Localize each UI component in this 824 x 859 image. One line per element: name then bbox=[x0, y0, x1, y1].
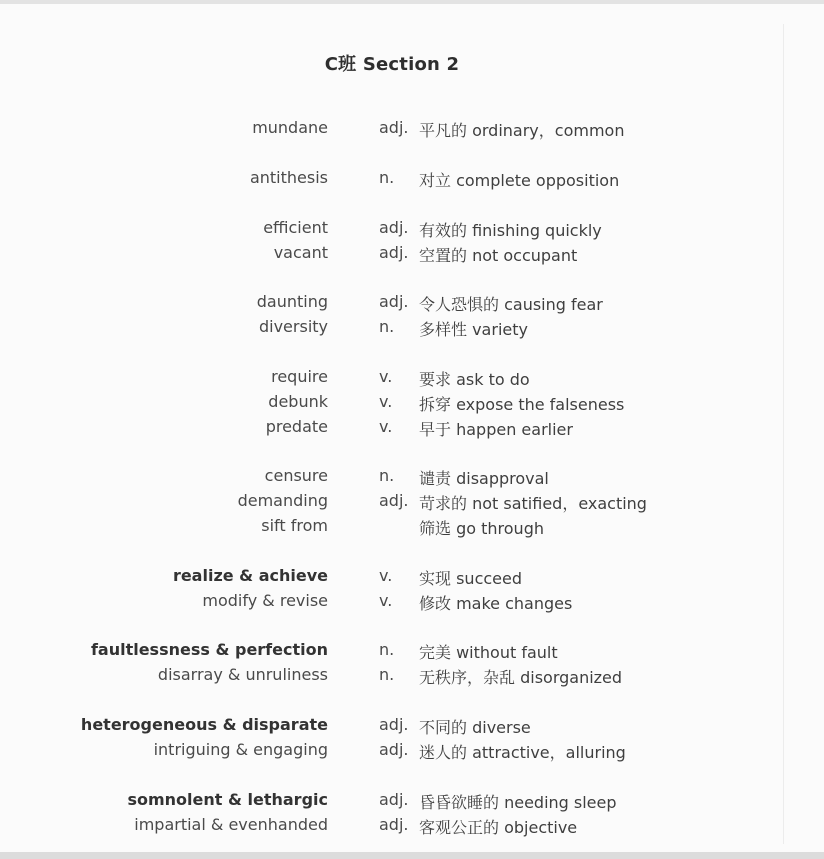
vocab-definition: 实现 succeed bbox=[419, 569, 523, 588]
vocab-part-of-speech: adj. bbox=[379, 790, 409, 809]
vocab-definition: 有效的 finishing quickly bbox=[419, 221, 602, 240]
vocab-part-of-speech: adj. bbox=[379, 218, 409, 237]
vocab-term: somnolent & lethargic bbox=[127, 790, 328, 809]
vocab-definition: 早于 happen earlier bbox=[419, 419, 573, 439]
vocab-entry bbox=[0, 118, 800, 143]
vocab-term: vacant bbox=[273, 242, 328, 262]
page-title: C班 Section 2 bbox=[324, 54, 460, 75]
vocab-entry bbox=[0, 516, 800, 541]
vocab-part-of-speech: n. bbox=[379, 466, 395, 485]
vocab-term: debunk bbox=[268, 391, 328, 411]
vocab-part-of-speech: v. bbox=[379, 566, 393, 585]
vocab-part-of-speech: v. bbox=[379, 367, 393, 386]
vocab-term: require bbox=[271, 367, 328, 386]
vocab-term: predate bbox=[265, 416, 328, 436]
vocab-term: mundane bbox=[252, 118, 328, 137]
vocab-definition: 拆穿 expose the falseness bbox=[419, 394, 625, 414]
vocab-entry bbox=[0, 292, 800, 317]
vocab-part-of-speech: v. bbox=[379, 590, 393, 610]
vocab-group bbox=[0, 218, 800, 268]
vocab-definition: 空置的 not occupant bbox=[419, 245, 578, 265]
vocab-part-of-speech: n. bbox=[379, 168, 395, 187]
vocab-entry bbox=[0, 491, 800, 516]
vocab-part-of-speech: v. bbox=[379, 391, 393, 411]
vocab-term: censure bbox=[264, 466, 328, 485]
vocab-definition: 昏昏欲睡的 needing sleep bbox=[419, 793, 617, 812]
vocab-term: modify & revise bbox=[202, 590, 328, 610]
bottom-scroll-edge bbox=[0, 852, 824, 859]
vocab-part-of-speech: v. bbox=[379, 416, 393, 436]
vocab-entry bbox=[0, 218, 800, 243]
vocab-definition: 令人恐惧的 causing fear bbox=[419, 295, 603, 314]
vocab-definition: 苛求的 not satified，exacting bbox=[419, 493, 647, 513]
vocab-group bbox=[0, 715, 800, 765]
vocab-entry bbox=[0, 367, 800, 392]
vocab-entry bbox=[0, 243, 800, 268]
vocab-entry bbox=[0, 665, 800, 690]
vocab-entry bbox=[0, 566, 800, 591]
vocab-entry bbox=[0, 815, 800, 840]
vocab-group bbox=[0, 466, 800, 540]
vocab-part-of-speech: n. bbox=[379, 316, 395, 336]
vocab-group bbox=[0, 367, 800, 441]
vocab-definition: 修改 make changes bbox=[419, 593, 573, 613]
vocab-entry bbox=[0, 640, 800, 665]
vocab-entry bbox=[0, 417, 800, 442]
vocab-definition: 要求 ask to do bbox=[419, 370, 530, 389]
vocab-entry bbox=[0, 740, 800, 765]
vocab-part-of-speech: adj. bbox=[379, 292, 409, 311]
vocab-definition: 迷人的 attractive，alluring bbox=[419, 742, 626, 762]
vocab-group bbox=[0, 640, 800, 690]
vocab-part-of-speech: adj. bbox=[379, 118, 409, 137]
vocab-group bbox=[0, 790, 800, 840]
vocab-term: realize & achieve bbox=[172, 566, 328, 585]
vocab-entry bbox=[0, 790, 800, 815]
vocab-group bbox=[0, 566, 800, 616]
vocab-group bbox=[0, 118, 800, 143]
vocab-term: efficient bbox=[263, 218, 328, 237]
vocab-definition: 筛选 go through bbox=[419, 518, 544, 538]
vocab-group bbox=[0, 168, 800, 193]
vocab-definition: 不同的 diverse bbox=[419, 718, 531, 737]
vocab-definition: 完美 without fault bbox=[419, 643, 558, 662]
vocab-entry bbox=[0, 317, 800, 342]
vocab-entry bbox=[0, 466, 800, 491]
vocab-definition: 客观公正的 objective bbox=[419, 817, 578, 837]
vocab-term: disarray & unruliness bbox=[157, 664, 328, 684]
vocab-definition: 无秩序，杂乱 disorganized bbox=[419, 667, 623, 687]
vocab-part-of-speech: adj. bbox=[379, 739, 409, 759]
vocab-part-of-speech: adj. bbox=[379, 490, 409, 510]
vocab-group bbox=[0, 292, 800, 342]
vocab-definition: 多样性 variety bbox=[419, 319, 528, 339]
vocab-definition: 谴责 disapproval bbox=[419, 469, 549, 488]
vocab-part-of-speech: n. bbox=[379, 664, 395, 684]
vocab-part-of-speech: adj. bbox=[379, 242, 409, 262]
vocab-term: daunting bbox=[256, 292, 328, 311]
vocab-term: impartial & evenhanded bbox=[134, 814, 328, 834]
vocab-part-of-speech: adj. bbox=[379, 715, 409, 734]
vocab-definition: 对立 complete opposition bbox=[419, 171, 620, 190]
vocab-term: faultlessness & perfection bbox=[90, 640, 328, 659]
vocab-term: heterogeneous & disparate bbox=[80, 715, 328, 734]
vocab-part-of-speech: adj. bbox=[379, 814, 409, 834]
vocab-term: antithesis bbox=[249, 168, 328, 187]
vocab-entry bbox=[0, 168, 800, 193]
vocab-term: demanding bbox=[237, 490, 328, 510]
vocab-entry bbox=[0, 392, 800, 417]
vocab-entry bbox=[0, 591, 800, 616]
vocab-term: diversity bbox=[258, 316, 328, 336]
vocab-term: intriguing & engaging bbox=[153, 739, 328, 759]
vocab-definition: 平凡的 ordinary，common bbox=[419, 121, 625, 140]
vocab-entry bbox=[0, 715, 800, 740]
vocab-term: sift from bbox=[261, 515, 328, 535]
vocab-part-of-speech: n. bbox=[379, 640, 395, 659]
